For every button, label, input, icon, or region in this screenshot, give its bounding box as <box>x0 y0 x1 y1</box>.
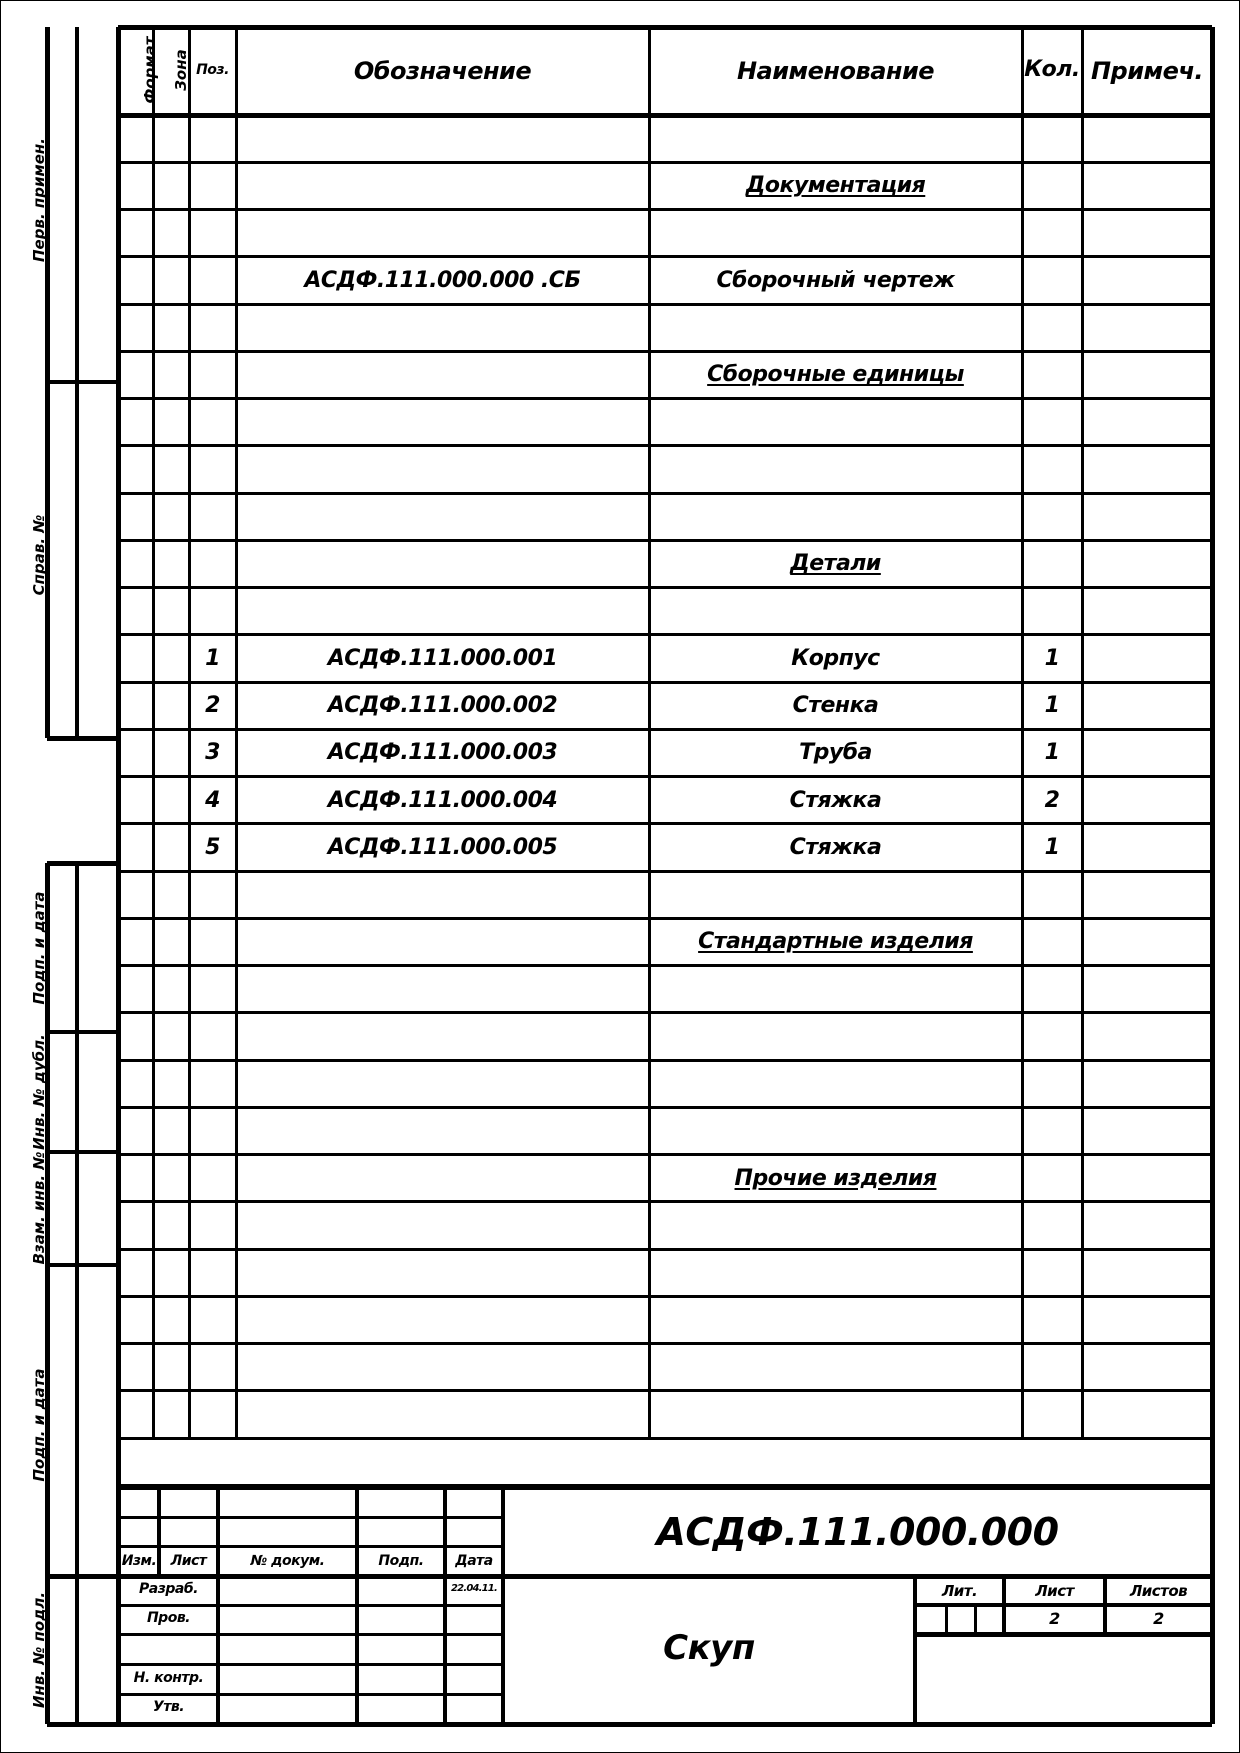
label-vzam-inv: Взам. инв. № <box>30 1151 48 1265</box>
table-row <box>118 1391 1212 1438</box>
header-qty: Кол. <box>1024 57 1080 82</box>
grid-line <box>915 1603 1212 1607</box>
header-zone: Зона <box>172 49 190 91</box>
label-perv-primen: Перв. примен. <box>30 138 48 262</box>
col-izm: Изм. <box>121 1553 157 1569</box>
name-cell: Прочие изделия <box>734 1165 937 1191</box>
grid-line <box>47 1574 118 1579</box>
table-row <box>118 493 1212 540</box>
grid-line <box>118 1574 1212 1579</box>
grid-line <box>47 1263 118 1267</box>
sheets-label: Листов <box>1129 1582 1188 1600</box>
table-row <box>118 1249 1212 1296</box>
grid-line <box>915 1632 1212 1637</box>
table-row <box>118 588 1212 635</box>
qty-cell: 1 <box>1044 693 1060 718</box>
header-note: Примеч. <box>1090 57 1204 85</box>
grid-line <box>118 1545 503 1548</box>
doc-code: АСДФ.111.000.000 <box>656 1510 1059 1554</box>
table-row <box>118 446 1212 493</box>
col-date: Дата <box>455 1553 493 1569</box>
grid-line <box>47 736 118 741</box>
grid-line <box>974 1605 977 1634</box>
sheet-value: 2 <box>1049 1609 1060 1628</box>
col-list: Лист <box>170 1553 207 1569</box>
grid-line <box>47 1722 1212 1727</box>
designation-cell: АСДФ.111.000.005 <box>327 834 558 860</box>
designation-cell: АСДФ.111.000.004 <box>327 787 558 813</box>
table-row <box>118 1060 1212 1107</box>
grid-line <box>118 1663 503 1666</box>
name-cell: Стенка <box>792 693 879 718</box>
grid-line <box>118 1604 503 1607</box>
grid-line <box>118 1484 1212 1490</box>
sheets-value: 2 <box>1153 1609 1164 1628</box>
designation-cell: АСДФ.111.000.003 <box>327 740 558 766</box>
qty-cell: 1 <box>1044 740 1060 766</box>
designation-cell: АСДФ.111.000.001 <box>327 645 558 671</box>
grid-line <box>118 1516 503 1519</box>
utv-label: Утв. <box>152 1699 185 1715</box>
name-cell: Корпус <box>791 645 880 671</box>
grid-line <box>945 1605 948 1634</box>
header-designation: Обозначение <box>353 57 532 85</box>
table-row <box>118 1013 1212 1060</box>
n-kontr-label: Н. контр. <box>133 1670 204 1686</box>
name-cell: Документация <box>745 173 926 199</box>
grid-line <box>118 25 1212 30</box>
col-podp: Подп. <box>378 1553 424 1569</box>
col-doc-no: № докум. <box>250 1553 325 1569</box>
label-podp-data-1: Подп. и дата <box>30 891 48 1005</box>
name-cell: Стандартные изделия <box>698 929 973 955</box>
grid-line <box>118 1693 503 1696</box>
header-name: Наименование <box>736 57 935 85</box>
table-row <box>118 1296 1212 1343</box>
grid-line <box>47 861 118 866</box>
pos-cell: 4 <box>205 787 220 813</box>
table-row <box>118 871 1212 918</box>
designation-cell: АСДФ.111.000.000 .СБ <box>304 267 581 293</box>
name-cell: Сборочный чертеж <box>716 267 955 293</box>
header-pos: Поз. <box>196 62 229 78</box>
razrab-label: Разраб. <box>139 1581 198 1597</box>
designation-cell: АСДФ.111.000.002 <box>327 693 558 718</box>
lit-label: Лит. <box>941 1582 978 1600</box>
qty-cell: 2 <box>1044 787 1060 813</box>
table-row <box>118 966 1212 1013</box>
razrab-date: 22.04.11. <box>451 1583 497 1594</box>
name-cell: Детали <box>790 551 881 577</box>
grid-line <box>47 380 118 384</box>
table-row <box>118 1107 1212 1154</box>
grid-line <box>118 1633 503 1636</box>
header-format: Формат <box>141 36 159 104</box>
table-row <box>118 1344 1212 1391</box>
name-cell: Стяжка <box>789 787 882 813</box>
name-cell: Стяжка <box>789 834 882 860</box>
qty-cell: 1 <box>1044 834 1060 860</box>
table-row <box>118 210 1212 257</box>
pos-cell: 2 <box>205 693 220 718</box>
table-row <box>118 304 1212 351</box>
name-cell: Сборочные единицы <box>707 362 964 388</box>
prov-label: Пров. <box>146 1610 191 1626</box>
pos-cell: 5 <box>205 834 220 860</box>
table-row <box>118 399 1212 446</box>
label-inv-dubl: Инв. № дубл. <box>30 1034 48 1150</box>
pos-cell: 1 <box>205 645 220 671</box>
name-cell: Труба <box>799 740 872 766</box>
label-sprav-no: Справ. № <box>30 514 48 596</box>
grid-line <box>47 1150 118 1154</box>
pos-cell: 3 <box>205 740 220 766</box>
label-podp-data-2: Подп. и дата <box>30 1368 48 1482</box>
label-inv-podl: Инв. № подл. <box>30 1591 48 1709</box>
table-row <box>118 115 1212 162</box>
sheet-label: Лист <box>1035 1582 1074 1600</box>
table-row <box>118 1202 1212 1249</box>
grid-line <box>75 863 79 1724</box>
product-name: Скуп <box>663 1628 755 1668</box>
qty-cell: 1 <box>1044 645 1060 671</box>
grid-line <box>47 1030 118 1034</box>
